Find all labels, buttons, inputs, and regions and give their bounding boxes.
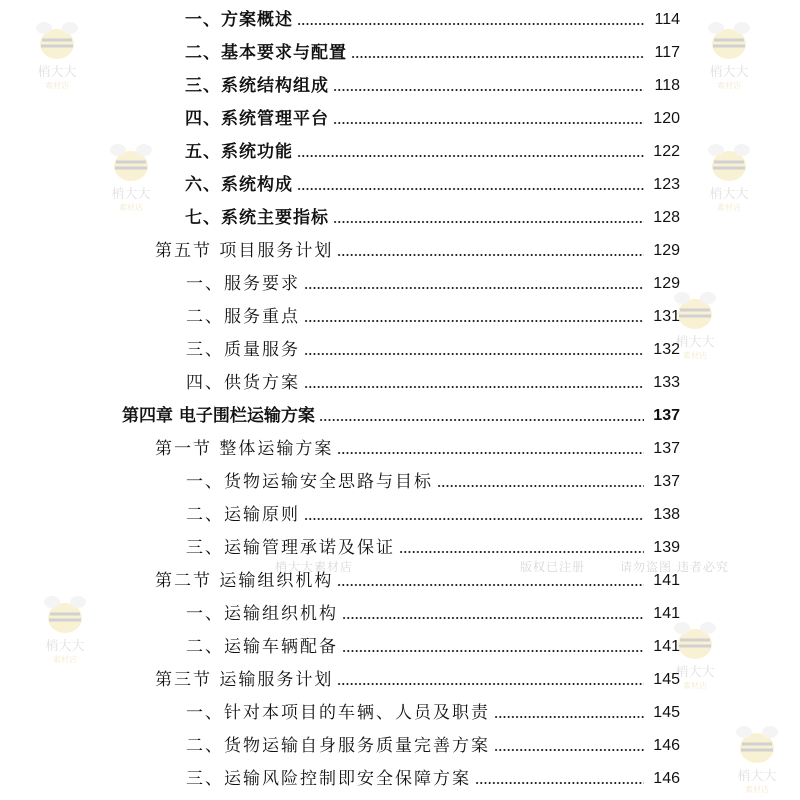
toc-page-number: 146 — [653, 770, 680, 787]
toc-entry-title: 一、货物运输安全思路与目标 — [186, 472, 433, 492]
toc-entry[interactable] — [186, 530, 680, 558]
toc-page-number: 137 — [653, 473, 680, 490]
toc-leader-dots — [304, 286, 644, 290]
toc-entry-title: 第二节 运输组织机构 — [155, 571, 334, 591]
toc-entry-title: 二、基本要求与配置 — [185, 43, 347, 63]
svg-text:素材店: 素材店 — [717, 203, 741, 212]
toc-entry[interactable] — [186, 728, 680, 756]
toc-leader-dots — [475, 781, 644, 785]
toc-entry[interactable] — [185, 134, 680, 162]
toc-entry[interactable] — [155, 233, 680, 261]
toc-page-number: 137 — [653, 407, 680, 424]
toc-entry[interactable] — [186, 464, 680, 492]
svg-text:素材店: 素材店 — [119, 203, 143, 212]
toc-entry-title: 七、系统主要指标 — [185, 208, 329, 228]
toc-entry[interactable] — [185, 200, 680, 228]
svg-text:梢大大: 梢大大 — [737, 769, 777, 784]
toc-page-number: 132 — [653, 341, 680, 358]
svg-text:梢大大: 梢大大 — [709, 65, 749, 80]
toc-entry-title: 一、针对本项目的车辆、人员及职责 — [186, 703, 490, 723]
toc-entry[interactable] — [186, 629, 680, 657]
toc-entry-title: 四、系统管理平台 — [185, 109, 329, 129]
toc-leader-dots — [494, 748, 644, 752]
toc-entry[interactable] — [186, 299, 680, 327]
toc-entry-title: 三、系统结构组成 — [185, 76, 329, 96]
toc-entry-title: 三、运输风险控制即安全保障方案 — [186, 769, 471, 789]
toc-entry[interactable] — [155, 563, 680, 591]
toc-page-number: 128 — [653, 209, 680, 226]
toc-entry[interactable] — [155, 431, 680, 459]
svg-text:梢大大: 梢大大 — [37, 65, 77, 80]
svg-text:梢大大: 梢大大 — [45, 639, 85, 654]
toc-entry-title: 二、服务重点 — [186, 307, 300, 327]
toc-page-number: 141 — [653, 638, 680, 655]
toc-entry[interactable] — [185, 2, 680, 30]
toc-entry[interactable] — [186, 695, 680, 723]
toc-entry-title: 一、服务要求 — [186, 274, 300, 294]
toc-page-number: 123 — [653, 176, 680, 193]
toc-entry-title: 一、方案概述 — [185, 10, 293, 30]
toc-entry[interactable] — [186, 266, 680, 294]
svg-text:素材店: 素材店 — [683, 351, 707, 360]
toc-entry-title: 三、质量服务 — [186, 340, 300, 360]
toc-entry[interactable] — [185, 68, 680, 96]
toc-page-number: 139 — [653, 539, 680, 556]
toc-page-number: 131 — [653, 308, 680, 325]
svg-text:素材店: 素材店 — [53, 655, 77, 664]
toc-entry[interactable] — [186, 761, 680, 789]
toc-page-number: 120 — [653, 110, 680, 127]
toc-page-number: 137 — [653, 440, 680, 457]
svg-text:梢大大: 梢大大 — [111, 187, 151, 202]
toc-page-number: 145 — [653, 704, 680, 721]
toc-leader-dots — [333, 88, 644, 92]
svg-text:素材店: 素材店 — [717, 81, 741, 90]
toc-page-number: 114 — [654, 11, 680, 28]
toc-entry-title: 六、系统构成 — [185, 175, 293, 195]
toc-leader-dots — [333, 121, 644, 125]
toc-entry-title: 二、货物运输自身服务质量完善方案 — [186, 736, 490, 756]
toc-page-number: 129 — [653, 275, 680, 292]
svg-text:素材店: 素材店 — [683, 681, 707, 690]
toc-entry-title: 一、运输组织机构 — [186, 604, 338, 624]
toc-leader-dots — [437, 484, 644, 488]
toc-leader-dots — [337, 682, 644, 686]
toc-leader-dots — [304, 352, 644, 356]
toc-leader-dots — [342, 649, 644, 653]
toc-leader-dots — [297, 154, 644, 158]
toc-entry-title: 第四章 电子围栏运输方案 — [122, 406, 315, 426]
watermark-text: 版权已注册 — [520, 560, 586, 574]
toc-page-number: 138 — [653, 506, 680, 523]
toc-leader-dots — [337, 583, 644, 587]
toc-entry-title: 五、系统功能 — [185, 142, 293, 162]
toc-leader-dots — [304, 517, 644, 521]
toc-leader-dots — [333, 220, 644, 224]
toc-entry-title: 第五节 项目服务计划 — [155, 241, 334, 261]
toc-leader-dots — [297, 187, 644, 191]
toc-leader-dots — [399, 550, 644, 554]
toc-page-number: 146 — [653, 737, 680, 754]
toc-page-number: 141 — [653, 605, 680, 622]
toc-entry-title: 二、运输车辆配备 — [186, 637, 338, 657]
toc-entry-title: 四、供货方案 — [186, 373, 300, 393]
toc-page-number: 141 — [653, 572, 680, 589]
toc-entry[interactable] — [186, 497, 680, 525]
toc-leader-dots — [351, 55, 644, 59]
toc-page-number: 133 — [653, 374, 680, 391]
toc-entry[interactable] — [185, 101, 680, 129]
toc-entry-title: 三、运输管理承诺及保证 — [186, 538, 395, 558]
toc-entry[interactable] — [186, 596, 680, 624]
toc-leader-dots — [304, 385, 644, 389]
toc-leader-dots — [337, 253, 644, 257]
toc-entry[interactable] — [185, 35, 680, 63]
toc-leader-dots — [342, 616, 644, 620]
toc-leader-dots — [337, 451, 644, 455]
watermark-text: 请勿盗图 违者必究 — [620, 560, 729, 574]
toc-page-number: 117 — [654, 44, 680, 61]
toc-entry-title: 二、运输原则 — [186, 505, 300, 525]
svg-text:素材店: 素材店 — [745, 785, 769, 794]
toc-chapter-entry[interactable] — [122, 398, 680, 426]
toc-entry-title: 第三节 运输服务计划 — [155, 670, 334, 690]
toc-page-number: 145 — [653, 671, 680, 688]
toc-leader-dots — [494, 715, 644, 719]
watermark-text: 梢大大素材店 — [275, 560, 354, 574]
toc-entry-title: 第一节 整体运输方案 — [155, 439, 334, 459]
svg-text:素材店: 素材店 — [45, 81, 69, 90]
toc-page-number: 118 — [654, 77, 680, 94]
svg-text:梢大大: 梢大大 — [675, 335, 715, 350]
toc-leader-dots — [304, 319, 644, 323]
svg-text:梢大大: 梢大大 — [709, 187, 749, 202]
toc-entry[interactable] — [155, 662, 680, 690]
toc-entry[interactable] — [186, 332, 680, 360]
toc-entry[interactable] — [185, 167, 680, 195]
svg-text:梢大大: 梢大大 — [675, 665, 715, 680]
toc-entry[interactable] — [186, 365, 680, 393]
toc-page-number: 122 — [653, 143, 680, 160]
toc-leader-dots — [319, 418, 644, 422]
toc-leader-dots — [297, 22, 644, 26]
toc-page-number: 129 — [653, 242, 680, 259]
